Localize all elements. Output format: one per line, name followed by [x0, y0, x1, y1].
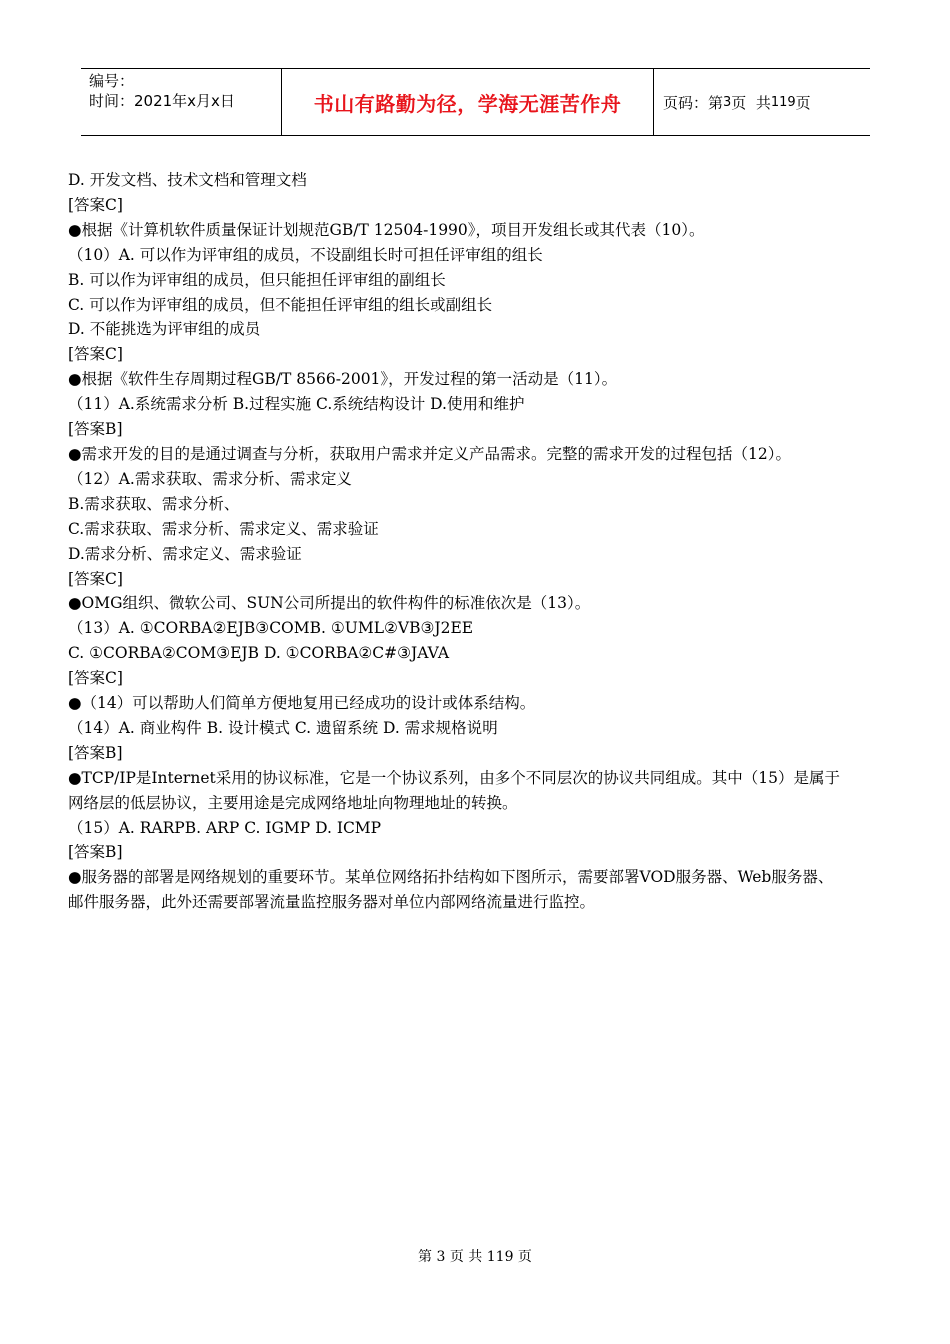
document-number-label: 编号：	[89, 72, 135, 90]
header-motto: 书山有路勤为径，学海无涯苦作舟	[282, 69, 654, 135]
question-line-continued: 网络层的低层协议，主要用途是完成网络地址向物理地址的转换。	[68, 793, 518, 812]
option-line: B.需求获取、需求分析、	[68, 494, 240, 513]
answer-line: [答案B]	[68, 843, 123, 862]
question-line: ●服务器的部署是网络规划的重要环节。某单位网络拓扑结构如下图所示，需要部署VOD服务器、Web服务器、	[68, 868, 834, 887]
option-line: （13）A. ①CORBA②EJB③COMB. ①UML②VB③J2EE	[68, 619, 474, 638]
answer-line: [答案B]	[68, 420, 123, 439]
page-middle: 页 共	[731, 93, 771, 112]
question-line-continued: 邮件服务器，此外还需要部署流量监控服务器对单位内部网络流量进行监控。	[68, 893, 596, 912]
option-line: D. 不能挑选为评审组的成员	[68, 320, 261, 339]
question-line: ●OMG组织、微软公司、SUN公司所提出的软件构件的标准依次是（13）。	[68, 594, 591, 613]
question-line: ●根据《计算机软件质量保证计划规范GB/T 12504-1990》，项目开发组长或其代表（10）。	[68, 220, 705, 239]
question-line: ●根据《软件生存周期过程GB/T 8566-2001》，开发过程的第一活动是（11）。	[68, 370, 618, 389]
question-line: ●TCP/IP是Internet采用的协议标准，它是一个协议系列，由多个不同层次的协议共同组成。其中（15）是属于	[68, 768, 840, 787]
page-header	[81, 68, 870, 136]
option-line: D.需求分析、需求定义、需求验证	[68, 544, 302, 563]
option-line: （14）A. 商业构件 B. 设计模式 C. 遗留系统 D. 需求规格说明	[68, 718, 498, 737]
option-line: （12）A.需求获取、需求分析、需求定义	[68, 469, 352, 488]
page-current: 3	[723, 94, 732, 110]
text-line: D. 开发文档、技术文档和管理文档	[68, 171, 307, 189]
option-line: B. 可以作为评审组的成员，但只能担任评审组的副组长	[68, 270, 446, 289]
document-body	[68, 168, 898, 915]
header-page-info	[654, 69, 870, 135]
option-line: C. 可以作为评审组的成员，但不能担任评审组的组长或副组长	[68, 295, 493, 314]
option-line: （10）A. 可以作为评审组的成员，不设副组长时可担任评审组的组长	[68, 245, 543, 264]
question-line: ●需求开发的目的是通过调查与分析，获取用户需求并定义产品需求。完整的需求开发的过程包括（12）。	[68, 444, 792, 463]
answer-line: [答案B]	[68, 743, 123, 762]
header-meta	[81, 69, 282, 135]
page-suffix: 页	[795, 93, 811, 112]
option-line: C. ①CORBA②COM③EJB D. ①CORBA②C#③JAVA	[68, 644, 450, 663]
option-line: C.需求获取、需求分析、需求定义、需求验证	[68, 519, 379, 538]
page-footer: 第 3 页 共 119 页	[418, 1249, 532, 1265]
option-line: （15）A. RARPB. ARP C. IGMP D. ICMP	[68, 818, 382, 837]
page-total: 119	[770, 94, 796, 110]
answer-line: [答案C]	[68, 345, 123, 364]
answer-line: [答案C]	[68, 569, 123, 588]
page-prefix: 页码：第	[663, 93, 724, 112]
question-line: ●（14）可以帮助人们简单方便地复用已经成功的设计或体系结构。	[68, 694, 536, 713]
document-date: 时间：2021年x月x日	[89, 92, 235, 110]
answer-line: [答案C]	[68, 669, 123, 688]
answer-line: [答案C]	[68, 195, 123, 214]
option-line: （11）A.系统需求分析 B.过程实施 C.系统结构设计 D.使用和维护	[68, 395, 525, 414]
